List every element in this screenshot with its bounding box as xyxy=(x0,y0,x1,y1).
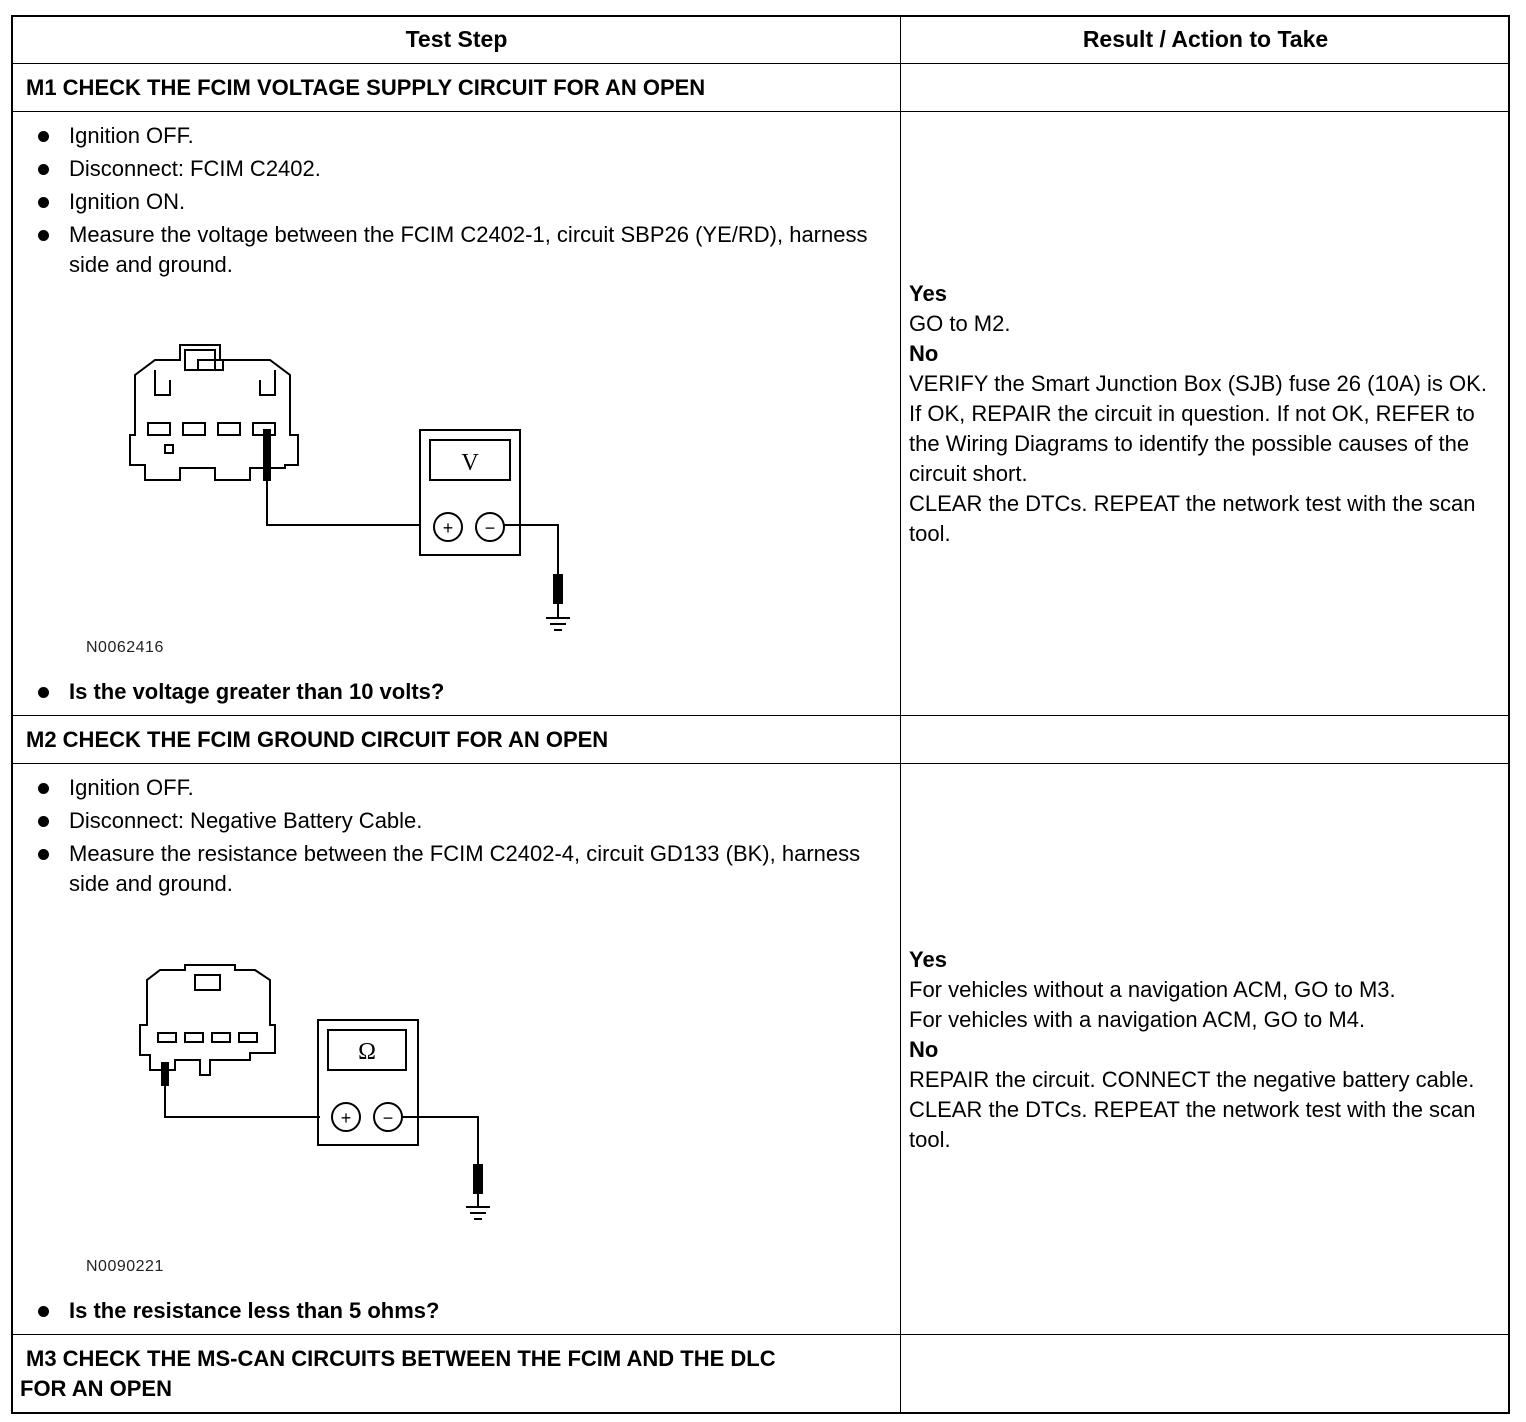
m1-yes-label: Yes xyxy=(909,281,947,306)
m2-step-list xyxy=(34,773,884,902)
m1-voltmeter-diagram xyxy=(120,335,600,645)
probe-tip xyxy=(554,575,562,603)
m2-step: Measure the resistance between the FCIM C2402-4, circuit GD133 (BK), harness side and ground. xyxy=(34,839,884,899)
row-divider xyxy=(11,63,1510,64)
m1-result xyxy=(909,279,1504,549)
meter-symbol-ohm: Ω xyxy=(358,1039,376,1065)
minus-terminal-label: − xyxy=(382,1108,394,1128)
header-test-step: Test Step xyxy=(405,26,508,52)
m2-title: M2 CHECK THE FCIM GROUND CIRCUIT FOR AN OPEN xyxy=(26,727,609,752)
m1-figure-id: N0062416 xyxy=(86,639,164,656)
m2-step: Disconnect: Negative Battery Cable. xyxy=(34,806,884,836)
positive-lead-wire xyxy=(165,1085,320,1117)
ground-symbol xyxy=(546,603,570,630)
negative-lead-wire xyxy=(402,1117,478,1165)
header-result-action: Result / Action to Take xyxy=(1082,26,1329,52)
m1-step: Ignition ON. xyxy=(34,187,884,217)
row-divider xyxy=(11,763,1510,764)
m1-step: Measure the voltage between the FCIM C2402-1, circuit SBP26 (YE/RD), harness side and ground. xyxy=(34,220,884,280)
m2-result xyxy=(909,945,1504,1155)
m1-no-label: No xyxy=(909,341,939,366)
row-divider xyxy=(11,715,1510,716)
positive-lead-wire xyxy=(267,480,420,525)
m1-step: Ignition OFF. xyxy=(34,121,884,151)
m1-step-list xyxy=(34,121,884,283)
meter-symbol-v: V xyxy=(461,450,479,476)
m1-yes-text: GO to M2. xyxy=(909,311,1011,336)
negative-lead-wire xyxy=(504,525,558,575)
voltmeter-illustration xyxy=(420,430,520,555)
minus-terminal-label: − xyxy=(484,518,496,538)
row-divider xyxy=(11,1334,1510,1335)
m3-title-line2: FOR AN OPEN xyxy=(20,1376,172,1401)
m2-figure-id: N0090221 xyxy=(86,1258,164,1275)
m2-yes-label: Yes xyxy=(909,947,947,972)
m2-no-text: REPAIR the circuit. CONNECT the negative battery cable. CLEAR the DTCs. REPEAT the network test with the scan tool. xyxy=(909,1067,1476,1152)
connector-c2402-illustration xyxy=(140,965,275,1085)
m1-no-text: VERIFY the Smart Junction Box (SJB) fuse 26 (10A) is OK. If OK, REPAIR the circuit in question. If not OK, REFER to the Wiring Diagrams to identify the possible causes of the circuit short. xyxy=(909,371,1487,486)
m2-yes-text: For vehicles with a navigation ACM, GO to M4. xyxy=(909,1007,1366,1032)
ground-symbol xyxy=(466,1193,490,1219)
probe-tip xyxy=(474,1165,482,1193)
connector-c2402-illustration xyxy=(130,345,298,480)
m1-no-text: CLEAR the DTCs. REPEAT the network test with the scan tool. xyxy=(909,491,1476,546)
m1-title: M1 CHECK THE FCIM VOLTAGE SUPPLY CIRCUIT FOR AN OPEN xyxy=(26,75,706,100)
m2-step: Ignition OFF. xyxy=(34,773,884,803)
plus-terminal-label: + xyxy=(442,518,454,538)
m3-title-line1: M3 CHECK THE MS-CAN CIRCUITS BETWEEN THE FCIM AND THE DLC xyxy=(26,1346,776,1371)
plus-terminal-label: + xyxy=(340,1108,352,1128)
m2-no-label: No xyxy=(909,1037,939,1062)
m1-question: Is the voltage greater than 10 volts? xyxy=(34,677,444,707)
m2-yes-text: For vehicles without a navigation ACM, GO to M3. xyxy=(909,977,1396,1002)
row-divider xyxy=(11,111,1510,112)
m2-ohmmeter-diagram xyxy=(130,955,510,1235)
m1-step: Disconnect: FCIM C2402. xyxy=(34,154,884,184)
m2-question: Is the resistance less than 5 ohms? xyxy=(34,1296,439,1326)
